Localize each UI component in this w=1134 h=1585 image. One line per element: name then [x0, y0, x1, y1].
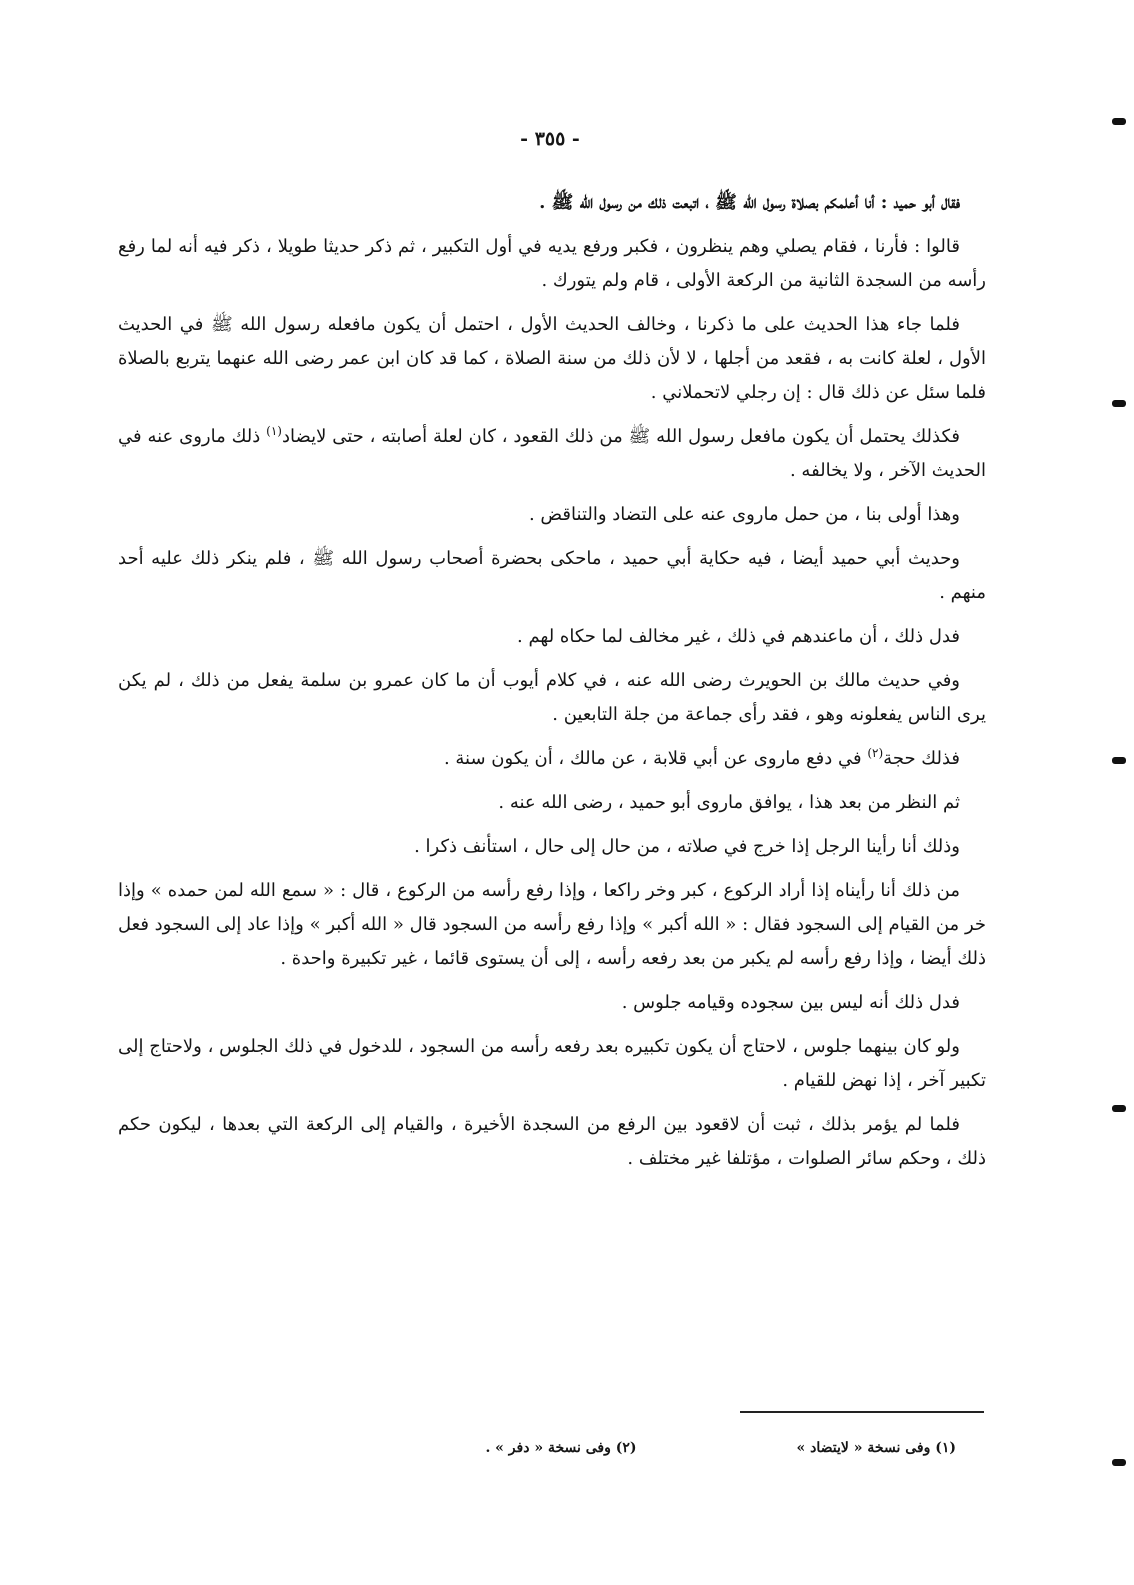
paragraph: فدل ذلك أنه ليس بين سجوده وقيامه جلوس . — [621, 992, 960, 1013]
scan-edge-mark — [1112, 400, 1126, 407]
paragraph-with-footnote: فكذلك يحتمل أن يكون مافعل رسول الله ﷺ من ذلك القعود ، كان لعلة أصابته ، حتى لايضاد$^{(١)}$ ذلك ماروى عنه في الحديث الآخر ، ولا يخالفه . — [118, 424, 986, 481]
paragraph-with-footnote: فذلك حجة$^{(٢)}$ في دفع ماروى عن أبي قلابة ، عن مالك ، أن يكون سنة . — [443, 746, 960, 769]
scan-edge-mark — [1112, 118, 1126, 125]
page-number: - ٣٥٥ - — [520, 128, 580, 150]
footnote-divider — [740, 1411, 984, 1413]
footnote-ref: (١) — [266, 424, 282, 438]
paragraph: ثم النظر من بعد هذا ، يوافق ماروى أبو حميد ، رضى الله عنه . — [498, 792, 960, 813]
scan-edge-mark — [1112, 1105, 1126, 1112]
footnote-ref: (٢) — [867, 746, 884, 760]
footnote: (٢) وفى نسخة « دفر » . — [485, 1440, 637, 1456]
paragraph: من ذلك أنا رأيناه إذا أراد الركوع ، كبر وخر راكعا ، وإذا رفع رأسه من الركوع ، قال : « سمع الله لمن حمده » وإذا خر من القيام إلى السجود فقال : « الله أكبر » وإذا رفع رأسه من السجود قال « الله أكبر » وإذا عاد إلى السجود فعل ذلك أيضا ، وإذا رفع رأسه لم يكبر من بعد رفعه رأسه ، إلى أن يستوى قائما ، غير تكبيرة واحدة . — [118, 880, 986, 969]
paragraph: فقال أبو حميد : أنا أعلمكم بصلاة رسول الله ﷺ ، اتبعت ذلك من رسول الله ﷺ . — [539, 192, 960, 213]
main-text — [118, 186, 986, 1186]
paragraph: فلما جاء هذا الحديث على ما ذكرنا ، وخالف الحديث الأول ، احتمل أن يكون مافعله رسول الله ﷺ في الحديث الأول ، لعلة كانت به ، فقعد من أجلها ، لا لأن ذلك من سنة الصلاة ، كما قد كان ابن عمر رضى الله عنهما يتربع بالصلاة فلما سئل عن ذلك قال : إن رجلي لاتحملاني . — [118, 314, 986, 403]
paragraph: وفي حديث مالك بن الحويرث رضى الله عنه ، في كلام أيوب أن ما كان عمرو بن سلمة يفعل من ذلك ، لم يكن يرى الناس يفعلونه وهو ، فقد رأى جماعة من جلة التابعين . — [118, 670, 986, 725]
paragraph: وهذا أولى بنا ، من حمل ماروى عنه على التضاد والتناقض . — [528, 504, 960, 525]
paragraph: ولو كان بينهما جلوس ، لاحتاج أن يكون تكبيره بعد رفعه رأسه من السجود ، للدخول في ذلك الجلوس ، ولاحتاج إلى تكبير آخر ، إذا نهض للقيام . — [118, 1036, 986, 1091]
paragraph: وذلك أنا رأينا الرجل إذا خرج في صلاته ، من حال إلى حال ، استأنف ذكرا . — [414, 836, 960, 857]
footnotes — [118, 1440, 956, 1456]
scan-edge-mark — [1112, 1459, 1126, 1466]
paragraph: فدل ذلك ، أن ماعندهم في ذلك ، غير مخالف لما حكاه لهم . — [517, 626, 960, 647]
paragraph: فلما لم يؤمر بذلك ، ثبت أن لاقعود بين الرفع من السجدة الأخيرة ، والقيام إلى الركعة التي بعدها ، ليكون حكم ذلك ، وحكم سائر الصلوات ، مؤتلفا غير مختلف . — [118, 1114, 986, 1169]
paragraph: وحديث أبي حميد أيضا ، فيه حكاية أبي حميد ، ماحكى بحضرة أصحاب رسول الله ﷺ ، فلم ينكر ذلك عليه أحد منهم . — [118, 548, 986, 603]
footnote: (١) وفى نسخة « لايتضاد » — [796, 1440, 956, 1456]
paragraph: قالوا : فأرنا ، فقام يصلي وهم ينظرون ، فكبر ورفع يديه في أول التكبير ، ثم ذكر حديثا طويلا ، ذكر فيه أنه لما رفع رأسه من السجدة الثانية من الركعة الأولى ، قام ولم يتورك . — [118, 236, 986, 291]
scan-edge-mark — [1112, 757, 1126, 764]
